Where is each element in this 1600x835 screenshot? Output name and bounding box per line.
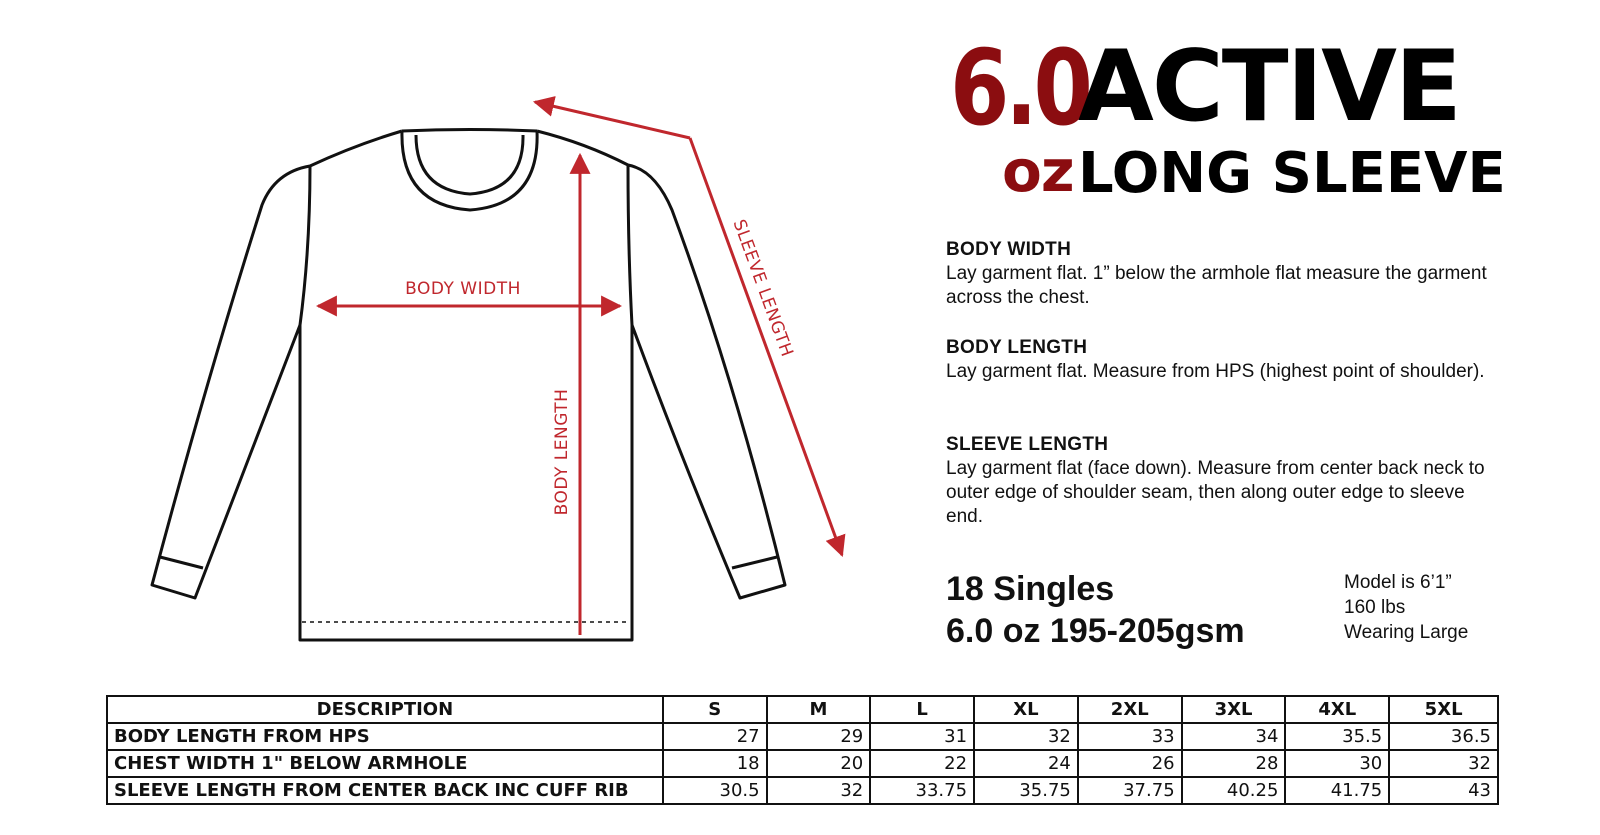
instruction-text: Lay garment flat. Measure from HPS (highest point of shoulder). <box>946 361 1485 382</box>
header-size: M <box>767 696 871 723</box>
long-sleeve-shirt-outline <box>152 130 785 641</box>
title-line-2: LONG SLEEVE <box>1078 141 1506 206</box>
fabric-specs <box>946 568 1245 652</box>
instruction-body-length <box>946 336 1506 384</box>
header-description: DESCRIPTION <box>107 696 663 723</box>
size-chart-table <box>106 695 1499 805</box>
table-header-row <box>107 696 1498 723</box>
model-weight: 160 lbs <box>1344 597 1406 618</box>
instruction-text: Lay garment flat. 1” below the armhole flat measure the garment across the chest. <box>946 263 1487 308</box>
specs-line-1: 18 Singles <box>946 570 1115 608</box>
table-cell: 28 <box>1182 750 1286 777</box>
garment-diagram <box>0 0 900 660</box>
header-size: 5XL <box>1389 696 1498 723</box>
table-cell: 20 <box>767 750 871 777</box>
table-cell: 43 <box>1389 777 1498 804</box>
table-cell: 32 <box>1389 750 1498 777</box>
table-cell: 33.75 <box>870 777 974 804</box>
table-cell: 30 <box>1285 750 1389 777</box>
model-size: Wearing Large <box>1344 622 1469 643</box>
instruction-heading: SLEEVE LENGTH <box>946 434 1109 455</box>
weight-unit: oz <box>1002 137 1074 205</box>
product-title <box>950 27 1570 210</box>
row-label: BODY LENGTH FROM HPS <box>107 723 663 750</box>
table-cell: 32 <box>974 723 1078 750</box>
header-size: S <box>663 696 767 723</box>
model-height: Model is 6’1” <box>1344 572 1452 593</box>
model-info <box>1344 570 1468 645</box>
table-cell: 37.75 <box>1078 777 1182 804</box>
table-cell: 32 <box>767 777 871 804</box>
header-size: 4XL <box>1285 696 1389 723</box>
table-cell: 30.5 <box>663 777 767 804</box>
header-size: XL <box>974 696 1078 723</box>
table-cell: 40.25 <box>1182 777 1286 804</box>
row-label: CHEST WIDTH 1" BELOW ARMHOLE <box>107 750 663 777</box>
table-cell: 22 <box>870 750 974 777</box>
table-row <box>107 777 1498 804</box>
body-width-label: BODY WIDTH <box>405 279 521 299</box>
table-cell: 35.5 <box>1285 723 1389 750</box>
body-length-label: BODY LENGTH <box>552 388 572 516</box>
instruction-sleeve-length <box>946 433 1506 529</box>
row-label: SLEEVE LENGTH FROM CENTER BACK INC CUFF RIB <box>107 777 663 804</box>
table-cell: 18 <box>663 750 767 777</box>
table-cell: 27 <box>663 723 767 750</box>
header-size: 2XL <box>1078 696 1182 723</box>
title-line-1: ACTIVE <box>1078 30 1460 144</box>
table-cell: 36.5 <box>1389 723 1498 750</box>
table-cell: 34 <box>1182 723 1286 750</box>
instruction-text: Lay garment flat (face down). Measure from center back neck to outer edge of shoulder seam, then along outer edge to sleeve end. <box>946 458 1485 527</box>
table-cell: 33 <box>1078 723 1182 750</box>
header-size: L <box>870 696 974 723</box>
weight-number: 6.0 <box>950 27 1089 149</box>
instruction-body-width <box>946 238 1506 310</box>
table-row <box>107 723 1498 750</box>
sleeve-length-arrow <box>690 138 842 555</box>
table-cell: 26 <box>1078 750 1182 777</box>
table-cell: 29 <box>767 723 871 750</box>
header-size: 3XL <box>1182 696 1286 723</box>
instruction-heading: BODY WIDTH <box>946 239 1072 260</box>
instruction-heading: BODY LENGTH <box>946 337 1088 358</box>
sleeve-length-label: SLEEVE LENGTH <box>728 216 797 360</box>
table-cell: 24 <box>974 750 1078 777</box>
table-cell: 31 <box>870 723 974 750</box>
table-cell: 35.75 <box>974 777 1078 804</box>
specs-line-2: 6.0 oz 195-205gsm <box>946 612 1245 650</box>
table-row <box>107 750 1498 777</box>
table-cell: 41.75 <box>1285 777 1389 804</box>
